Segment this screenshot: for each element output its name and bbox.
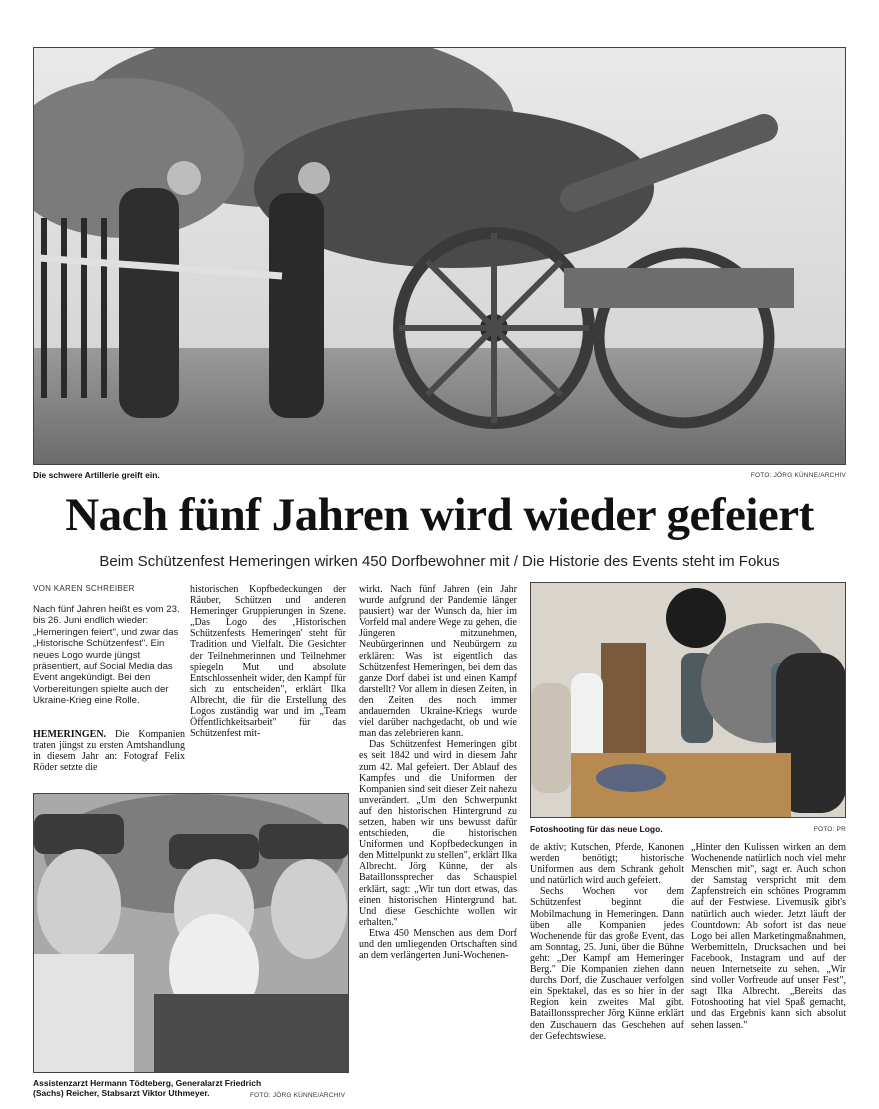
column-3-paragraph-3: Etwa 450 Menschen aus dem Dorf und den umliegenden Ortschaften sind an dem verlängerten Juni-Wochenen- <box>359 927 517 962</box>
doctors-photo <box>33 793 349 1073</box>
right-photo-caption: Fotoshooting für das neue Logo. <box>530 824 663 834</box>
column-4-text <box>530 842 684 1042</box>
column-5-text: „Hinter den Kulissen wirken an dem Wochenende natürlich noch viel mehr Menschen mit", sagt er. Auch schon der Samstag verspricht mit dem Zapfenstreich ein schönes Programm auf der Festwiese. Livemusik gibt's natürlich auch wieder. Jetzt läuft der Countdown: Ab sofort ist das neue Logo bei allen Marketingmaßnahmen, Werbemitteln, Drucksachen und bei Facebook, Instagram und auf der neuen Internetseite zu sehen. „Wir sind voller Vorfreude auf unser Fest", sagt Ilka Albrecht. „Bereits das Fotoshooting hat viel Spaß gemacht, und das Ergebnis kann sich absolut sehen lassen." <box>691 842 846 1031</box>
top-photo-credit: FOTO: JÖRG KÜNNE/ARCHIV <box>750 472 846 479</box>
column-1-text <box>33 729 185 773</box>
column-4-paragraph-2: Sechs Wochen vor dem Schützenfest beginnt die Mobilmachung in Hemeringen. Dann üben alle Kompanien jedes Wochenende für das große Event, das am Sonntag, 25. Juni, über die Bühne geht: „Der Kampf am Hemeringer Berg." Die Kompanien ziehen dann durchs Dorf, die Zuschauer verfolgen ein Spektakel, das es so hier in der Region kein zweites Mal gibt. Bataillonssprecher Jörg Künne erklärt den Zuschauern das Geschehen auf der Gefechtswiese. <box>530 886 684 1042</box>
byline: VON KAREN SCHREIBER <box>33 584 135 593</box>
top-photo-caption: Die schwere Artillerie greift ein. <box>33 470 160 480</box>
column-4-paragraph-1: de aktiv; Kutschen, Pferde, Kanonen werden benötigt; historische Uniformen aus dem Schrank geholt und natürlich wird auch gefeiert. <box>530 842 684 887</box>
doctors-portrait-illustration <box>34 794 349 1073</box>
artillery-scene-illustration <box>34 48 846 465</box>
column-1-body: Die Kompanien traten jüngst zu ersten Amtshandlung in diesem Jahr an: Fotograf Felix Röder setzte die <box>33 729 185 774</box>
column-3-paragraph-1: wirkt. Nach fünf Jahren (ein Jahr wurde aufgrund der Pandemie länger pausiert) war der Wunsch da, hier im Vorfeld mal andere Wege zu gehen, die Jüngeren mitzunehmen, Neubürgerinnen und Neubürgern zu erklären: Was ist eigentlich das Schützenfest Hemeringen, bei dem das ganze Dorf dabei ist und einen Kampf darstellt? Vor allem in diesen Zeiten, in den Zeiten des noch immer andauernden Ukraine-Kriegs wurde viel darüber nachgedacht, ob und wie man das zelebrieren kann. <box>359 584 517 740</box>
column-3-paragraph-2: Das Schützenfest Hemeringen gibt es seit 1842 und wird in diesem Jahr zum 42. Mal gefeiert. Der Ablauf des Kampfes und die Uniformen der Kompanien sind seit dieser Zeit nahezu unverändert. „Um den Schwerpunkt auf den historischen Hintergrund zu setzen, haben wir uns bewusst dafür entschieden, die historischen Uniformen und Kopfbedeckungen in den Mittelpunkt zu stellen", erklärt Ilka Albrecht. Jörg Künne, der als Bataillonssprecher das Schauspiel erklärt, sagt: „Wir tun dort etwas, das einen historischen Hintergrund hat. Und diese Geschichte wollen wir erhalten." <box>359 739 518 928</box>
photo-shoot-scene-illustration <box>531 583 846 818</box>
artillery-photo <box>33 47 846 465</box>
column-3-text <box>359 584 517 961</box>
lead-paragraph: Nach fünf Jahren heißt es vom 23. bis 26. Juni endlich wieder: „Hemeringen feiert", und zwar das „Historische Schützenfest". Ein neues Logo wurde jüngst präsentiert, auf Social Media das Event angekündigt. Bei den Vorbereitungen spielte auch der Ukraine-Krieg eine Rolle. <box>33 604 180 707</box>
left-photo-caption: Assistenzarzt Hermann Tödteberg, Generalarzt Friedrich (Sachs) Reicher, Stabsarzt Viktor Uthmeyer. <box>33 1078 262 1098</box>
dateline: HEMERINGEN. <box>33 729 107 740</box>
headline: Nach fünf Jahren wird wieder gefeiert <box>65 489 814 541</box>
logo-shoot-photo <box>530 582 846 818</box>
right-photo-credit: FOTO: PR <box>813 826 846 833</box>
subheadline: Beim Schützenfest Hemeringen wirken 450 Dorfbewohner mit / Die Historie des Events steht im Fokus <box>99 553 780 570</box>
left-photo-credit: FOTO: JÖRG KÜNNE/ARCHIV <box>250 1092 346 1099</box>
column-2-text: historischen Kopfbedeckungen der Räuber, Schützen und anderen Hemeringer Gruppierungen in Szene. „Das Logo des ‚Historischen Schützenfests Hemeringen' steht für Tradition und Vielfalt. Die Gesichter der Teilnehmerinnen und Teilnehmer spiegeln Mut und absolute Entschlossenheit wider, den Kampf für sich zu entscheiden", erklärt Ilka Albrecht, die für die Erstellung des Logos zuständig war und im „Team Öffentlichkeitsarbeit" für das Schützenfest mit- <box>190 584 346 740</box>
